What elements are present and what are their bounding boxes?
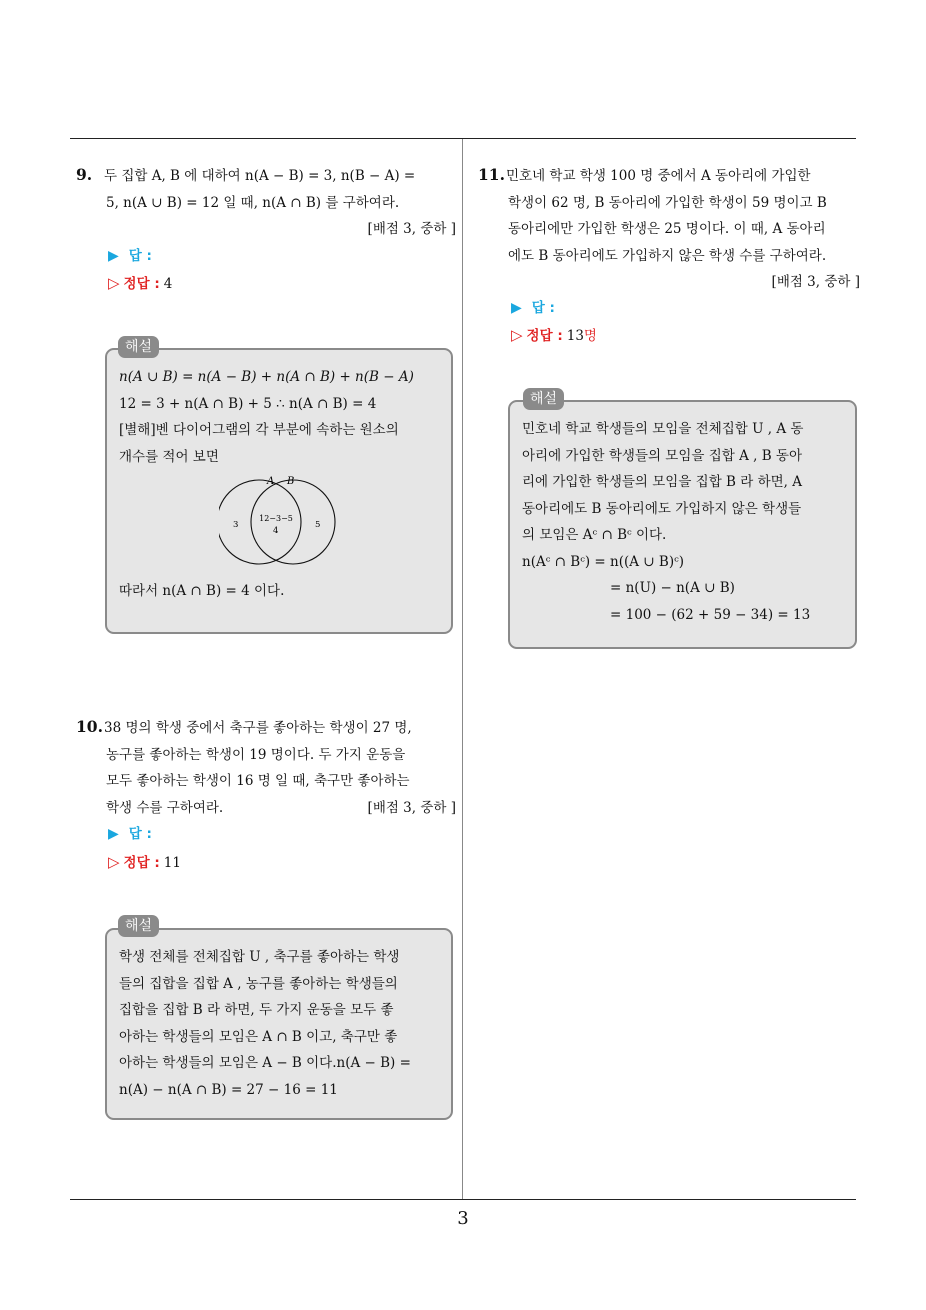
- correct-value: 13: [566, 328, 584, 344]
- question-line: 모두 좋아하는 학생이 16 명 일 때, 축구만 좋아하는: [106, 773, 410, 789]
- solution-tag: 해설: [118, 915, 159, 937]
- problem-9: [76, 162, 456, 242]
- correct-answer-row: [511, 325, 597, 346]
- play-icon: ▶: [108, 826, 119, 842]
- header-rule: [70, 138, 856, 139]
- problem-number: 11.: [478, 165, 505, 184]
- correct-label: 정답 :: [123, 855, 160, 871]
- open-triangle-icon: ▷: [108, 274, 120, 292]
- solution-tag: 해설: [118, 336, 159, 358]
- problem-11: [478, 162, 860, 295]
- venn-svg: [219, 474, 343, 574]
- answer-label: 답 :: [128, 826, 152, 842]
- problem-number: 10.: [76, 717, 103, 736]
- play-icon: ▶: [108, 248, 119, 264]
- problem-number: 9.: [76, 165, 93, 184]
- solution-line: 민호네 학교 학생들의 모임을 전체집합 U , A 동: [522, 421, 804, 437]
- points-label: [배점 3, 중하 ]: [367, 799, 456, 816]
- solution-line: 의 모임은 Aᶜ ∩ Bᶜ 이다.: [522, 527, 667, 543]
- solution-line: 12 = 3 + n(A ∩ B) + 5 ∴ n(A ∩ B) = 4: [119, 395, 377, 412]
- solution-line: n(A ∪ B) = n(A − B) + n(A ∩ B) + n(B − A): [119, 369, 414, 385]
- question-line: 5, n(A ∪ B) = 12 일 때, n(A ∩ B) 를 구하여라.: [106, 194, 400, 211]
- solution-line: n(A) − n(A ∩ B) = 27 − 16 = 11: [119, 1081, 338, 1098]
- correct-label: 정답 :: [123, 276, 160, 292]
- correct-answer-row: [108, 852, 181, 873]
- venn-diagram: [119, 470, 439, 578]
- question-line: 학생 수를 구하여라.: [106, 799, 224, 816]
- solution-line: 아리에 가입한 학생들의 모임을 집합 A , B 동아: [522, 447, 802, 464]
- solution-line: [별해]벤 다이어그램의 각 부분에 속하는 원소의: [119, 422, 399, 438]
- solution-line: n(Aᶜ ∩ Bᶜ) = n((A ∪ B)ᶜ): [522, 553, 685, 570]
- open-triangle-icon: ▷: [511, 326, 523, 344]
- problem-10: [76, 714, 456, 821]
- solution-box: [105, 928, 453, 1120]
- column-divider: [462, 139, 463, 1199]
- correct-unit: 명: [583, 328, 597, 344]
- solution-tag: 해설: [523, 388, 564, 410]
- solution-line: 학생 전체를 전체집합 U , 축구를 좋아하는 학생: [119, 949, 400, 965]
- question-line: 동아리에만 가입한 학생은 25 명이다. 이 때, A 동아리: [508, 221, 826, 237]
- question-line: 민호네 학교 학생 100 명 중에서 A 동아리에 가입한: [506, 168, 811, 184]
- answer-label: 답 :: [128, 248, 152, 264]
- question-line: 학생이 62 명, B 동아리에 가입한 학생이 59 명이고 B: [508, 194, 827, 211]
- solution-line: 동아리에도 B 동아리에도 가입하지 않은 학생들: [522, 500, 802, 517]
- solution-line: = n(U) − n(A ∪ B): [610, 580, 735, 596]
- correct-value: 11: [163, 855, 181, 871]
- points-label: [배점 3, 중하 ]: [367, 221, 456, 237]
- solution-line: 집합을 집합 B 라 하면, 두 가지 운동을 모두 좋: [119, 1002, 394, 1018]
- open-triangle-icon: ▷: [108, 853, 120, 871]
- solution-line: 들의 집합을 집합 A , 농구를 좋아하는 학생들의: [119, 975, 398, 992]
- venn-middle-value: 4: [273, 526, 279, 536]
- question-line: 38 명의 학생 중에서 축구를 좋아하는 학생이 27 명,: [104, 720, 412, 736]
- answer-row: [108, 824, 152, 844]
- footer-rule: [70, 1199, 856, 1200]
- points-label: [배점 3, 중하 ]: [771, 274, 860, 290]
- play-icon: ▶: [511, 300, 522, 316]
- answer-row: [108, 246, 152, 266]
- solution-box: [105, 348, 453, 634]
- solution-conclusion: 따라서 n(A ∩ B) = 4 이다.: [119, 583, 285, 599]
- venn-left-value: 3: [233, 520, 239, 530]
- venn-label-b: B: [287, 476, 295, 487]
- answer-row: [511, 298, 555, 318]
- solution-line: 아하는 학생들의 모임은 A − B 이다.n(A − B) =: [119, 1055, 411, 1071]
- question-line: 농구를 좋아하는 학생이 19 명이다. 두 가지 운동을: [106, 746, 406, 763]
- correct-value: 4: [163, 276, 173, 292]
- venn-middle-expression: 12−3−5: [259, 514, 293, 523]
- correct-label: 정답 :: [526, 328, 563, 344]
- page-number: 3: [457, 1208, 469, 1229]
- question-line: 에도 B 동아리에도 가입하지 않은 학생 수를 구하여라.: [508, 247, 827, 264]
- solution-line: 리에 가입한 학생들의 모임을 집합 B 라 하면, A: [522, 474, 802, 490]
- answer-label: 답 :: [531, 300, 555, 316]
- question-line: 두 집합 A, B 에 대하여 n(A − B) = 3, n(B − A) =: [104, 168, 416, 184]
- solution-line: 아하는 학생들의 모임은 A ∩ B 이고, 축구만 좋: [119, 1028, 398, 1045]
- correct-answer-row: [108, 273, 172, 294]
- solution-box: [508, 400, 857, 649]
- solution-line: = 100 − (62 + 59 − 34) = 13: [610, 606, 811, 623]
- solution-line: 개수를 적어 보면: [119, 448, 219, 465]
- venn-label-a: A: [267, 476, 275, 487]
- venn-right-value: 5: [315, 520, 321, 530]
